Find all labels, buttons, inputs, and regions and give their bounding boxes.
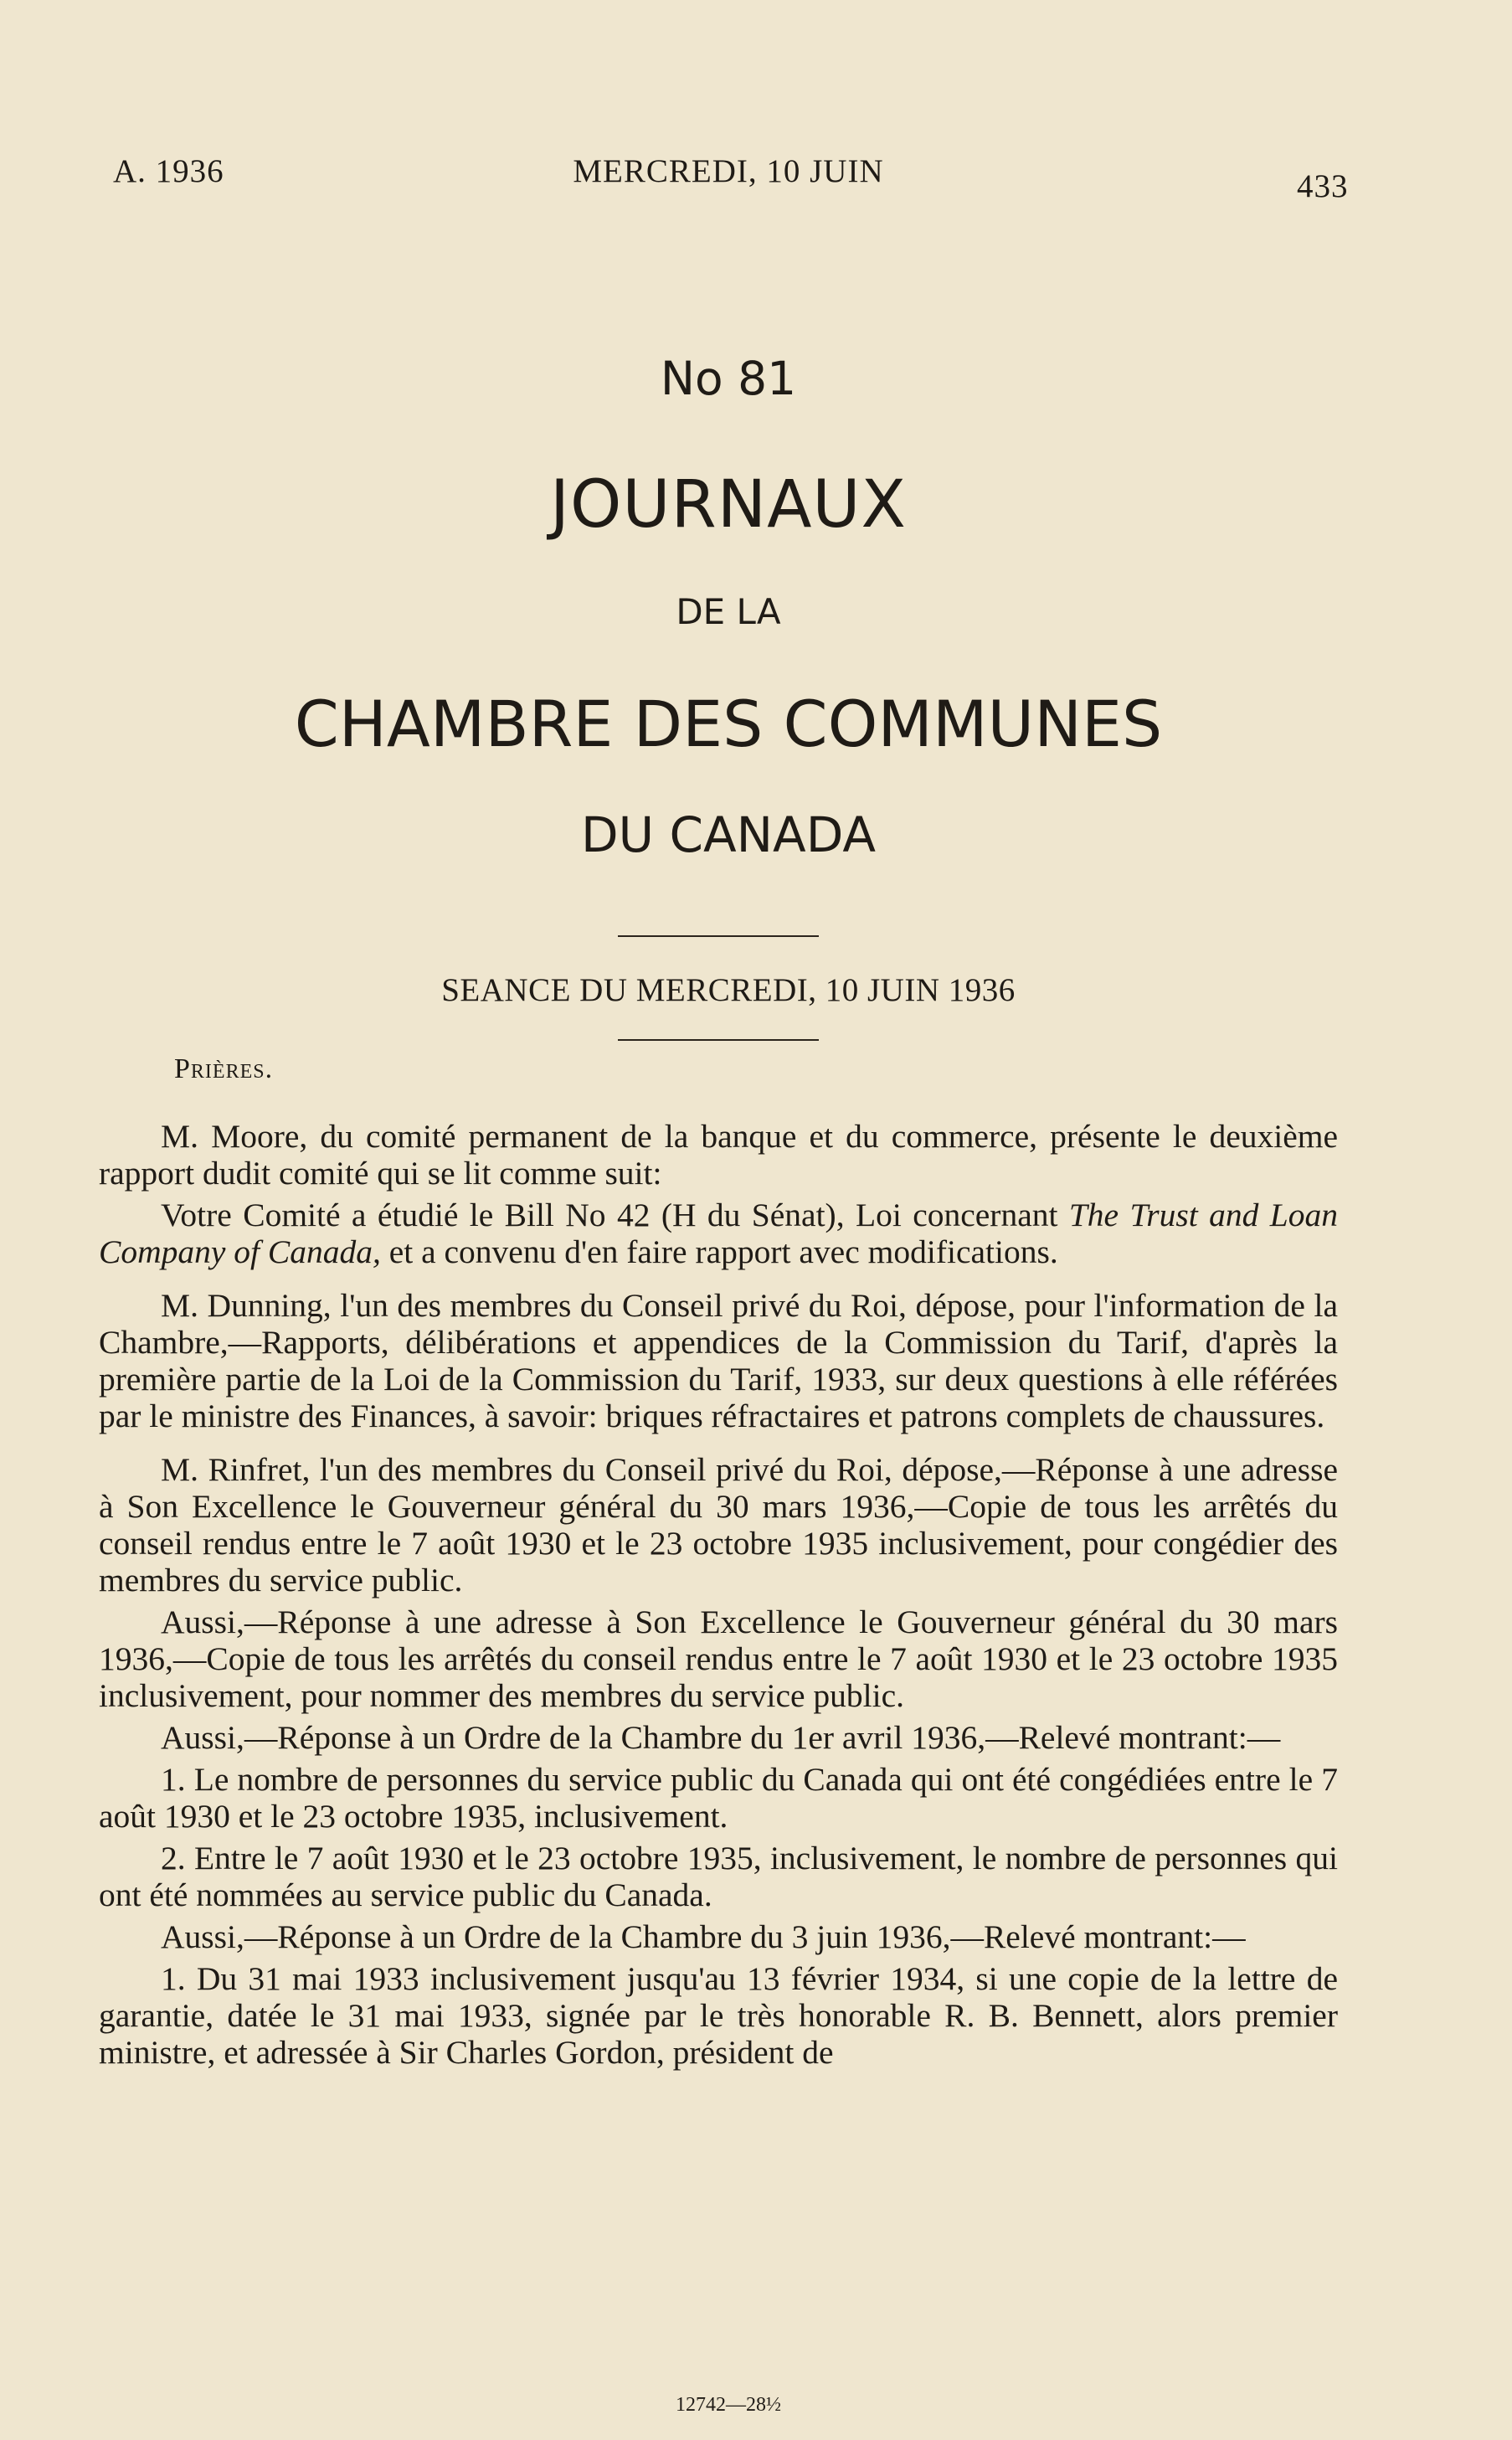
- journal-body: [99, 1118, 1338, 2076]
- list-item-1-juin: 1. Du 31 mai 1933 inclusivement jusqu'au 13 février 1934, si une copie de la lettre de garantie, datée le 31 mai 1933, signée par le très honorable R. B. Bennett, alors premier ministre, et adressée à Sir Charles Gordon, président de: [99, 1960, 1338, 2071]
- divider-top: [618, 935, 819, 937]
- list-item-2-avril: 2. Entre le 7 août 1930 et le 23 octobre 1935, inclusivement, le nombre de personnes qui ont été nommées au service public du Canada.: [99, 1840, 1338, 1913]
- paragraph-aussi-nommer: Aussi,—Réponse à une adresse à Son Excellence le Gouverneur général du 30 mars 1936,—Copie de tous les arrêtés du conseil rendus entre le 7 août 1930 et le 23 octobre 1935 inclusivement, pour nommer des membres du service public.: [99, 1604, 1338, 1714]
- paragraph-rinfret: M. Rinfret, l'un des membres du Conseil privé du Roi, dépose,—Réponse à une adresse à Son Excellence le Gouverneur général du 30 mars 1936,—Copie de tous les arrêtés du conseil rendus entre le 7 août 1930 et le 23 octobre 1935 inclusivement, pour congédier des membres du service public.: [99, 1451, 1338, 1598]
- title-de-la: DE LA: [676, 591, 781, 632]
- sitting-heading: SEANCE DU MERCREDI, 10 JUIN 1936: [441, 972, 1016, 1008]
- paragraph-aussi-ordre-juin: Aussi,—Réponse à un Ordre de la Chambre du 3 juin 1936,—Relevé montrant:—: [161, 1918, 1246, 1955]
- journal-title: JOURNAUX: [550, 467, 907, 543]
- paragraph-dunning: M. Dunning, l'un des membres du Conseil privé du Roi, dépose, pour l'information de la Chambre,—Rapports, délibérations et appendices de la Commission du Tarif, d'après la première partie de la Loi de la Commission du Tarif, 1933, sur deux questions à elle référées par le ministre des Finances, à savoir: briques réfractaires et patrons complets de chaussures.: [99, 1287, 1338, 1434]
- printer-signature: 12742—28½: [676, 2394, 781, 2416]
- country-title: DU CANADA: [580, 806, 877, 863]
- paragraph-committee-report: [99, 1197, 1338, 1270]
- paragraph-aussi-ordre-avril: Aussi,—Réponse à un Ordre de la Chambre du 1er avril 1936,—Relevé montrant:—: [161, 1719, 1281, 1756]
- page-number: 433: [1297, 168, 1349, 204]
- prayers-heading: Prières.: [174, 1053, 274, 1084]
- session-year: A. 1936: [113, 153, 224, 189]
- divider-bottom: [618, 1039, 819, 1041]
- running-head-date: MERCREDI, 10 JUIN: [573, 153, 884, 189]
- issue-number: No 81: [660, 352, 797, 405]
- committee-report-text: Votre Comité a étudié le Bill No 42 (H du Sénat), Loi concernant: [161, 1197, 1069, 1233]
- paragraph-moore-report: M. Moore, du comité permanent de la banque et du commerce, présente le deuxième rapport dudit comité qui se lit comme suit:: [99, 1118, 1338, 1192]
- committee-report-end: et a convenu d'en faire rapport avec modifications.: [380, 1233, 1058, 1270]
- list-item-1-avril: 1. Le nombre de personnes du service public du Canada qui ont été congédiées entre le 7 août 1930 et le 23 octobre 1935, inclusivement.: [99, 1761, 1338, 1835]
- running-head: [0, 152, 1512, 204]
- chamber-title: CHAMBRE DES COMMUNES: [294, 687, 1163, 761]
- company-name: The Trust and Loan Company of Canada,: [99, 1197, 1338, 1270]
